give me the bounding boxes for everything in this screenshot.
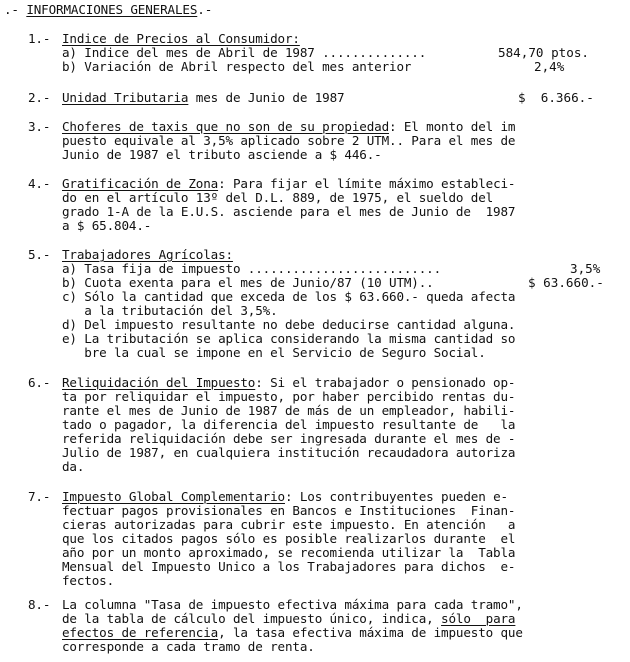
item-4-line-2: do en el artículo 13º del D.L. 889, de 1975, el sueldo del [62,190,494,205]
item-8-line-4: corresponde a cada tramo de renta. [62,639,315,654]
item-4-heading: Gratificación de Zona [62,176,219,191]
item-7-line-3: cieras autorizadas para cubrir este impuesto. En atención a [62,517,516,532]
item-2-heading: Unidad Tributaria [62,90,189,105]
item-8-emphasis-solo-para: sólo para [441,611,516,626]
item-6-line-7: da. [62,459,85,474]
item-7-heading: Impuesto Global Complementario [62,489,285,504]
item-2-rest: mes de Junio de 1987 [188,90,345,105]
item-4-line-1-rest: : Para fijar el límite máximo estableci- [218,176,516,191]
item-1a-value: 584,70 ptos. [498,45,589,60]
item-8-line-2 [62,612,515,626]
item-7-line-6: Mensual del Impuesto Unico a los Trabajadores para dichos e- [62,559,516,574]
item-7-line-7: fectos. [62,573,115,588]
item-5e-line-2: bre la cual se impone en el Servicio de Seguro Social. [62,345,486,360]
item-6-line-2: ta por reliquidar el impuesto, por haber percibido rentas du- [62,389,516,404]
item-3-number: 3.- [28,119,51,134]
header-bullet: .- [4,2,19,17]
item-8-line-1: La columna "Tasa de impuesto efectiva máxima para cada tramo", [62,597,523,612]
item-6-line-1-rest: : Si el trabajador o pensionado op- [255,375,516,390]
item-5b-text: b) Cuota exenta para el mes de Junio/87 (10 UTM).. [62,275,434,290]
item-1-number: 1.- [28,31,51,46]
item-3-line-2: puesto equivale al 3,5% aplicado sobre 2 UTM.. Para el mes de [62,133,516,148]
item-2-line [62,91,344,105]
item-4-line-3: grado 1-A de la E.U.S. asciende para el mes de Junio de 1987 [62,204,516,219]
item-6-line-3: rante el mes de Junio de 1987 de más de un empleador, habili- [62,403,516,418]
item-4-number: 4.- [28,176,51,191]
item-5-heading: Trabajadores Agrícolas: [62,247,233,262]
item-8-line-3b: , la tasa efectiva máxima de impuesto que [218,625,523,640]
item-3-line-1-rest: : El monto del im [389,119,516,134]
item-6-line-4: tado o pagador, la diferencia del impuesto resultante de la [62,417,516,432]
item-3-line-3: Junio de 1987 el tributo asciende a $ 446.- [62,147,382,162]
item-8-emphasis-efectos: efectos de referencia [62,625,219,640]
item-6-number: 6.- [28,375,51,390]
item-5d: d) Del impuesto resultante no debe deducirse cantidad alguna. [62,317,516,332]
item-5-number: 5.- [28,247,51,262]
item-4-line-4: a $ 65.804.- [62,218,152,233]
item-7-line-5: año por un monto aproximado, se recomienda utilizar la Tabla [62,545,516,560]
item-2-value: $ 6.366.- [518,90,594,105]
item-8-line-3 [62,626,523,640]
item-6-line-6: Julio de 1987, en cualquiera institución recaudadora autoriza [62,445,516,460]
item-4-line-1 [62,177,515,191]
item-5b-value: $ 63.660.- [528,275,604,290]
item-3-heading: Choferes de taxis que no son de su propiedad [62,119,390,134]
item-8-line-2a: de la tabla de cálculo del impuesto único, indica, [62,611,442,626]
header-line [4,3,212,17]
item-2-number: 2.- [28,90,51,105]
item-5c-line-1: c) Sólo la cantidad que exceda de los $ 63.660.- queda afecta [62,289,516,304]
item-3-line-1 [62,120,515,134]
item-1b-value: 2,4% [534,59,565,74]
item-1-heading: Indice de Precios al Consumidor: [62,31,300,46]
header-title-suffix: .- [197,2,213,17]
item-1b-text: b) Variación de Abril respecto del mes anterior [62,59,412,74]
item-7-number: 7.- [28,489,51,504]
item-6-heading: Reliquidación del Impuesto [62,375,256,390]
item-5e-line-1: e) La tributación se aplica considerando la misma cantidad so [62,331,516,346]
page-title: INFORMACIONES GENERALES [26,2,198,17]
item-6-line-5: referida reliquidación debe ser ingresada durante el mes de - [62,431,516,446]
item-7-line-4: que los citados pagos sólo es posible realizarlos durante el [62,531,516,546]
item-5a-value: 3,5% [570,261,601,276]
item-5a-text: a) Tasa fija de impuesto .......................... [62,261,442,276]
item-7-line-1 [62,490,508,504]
item-5c-line-2: a la tributación del 3,5%. [62,303,278,318]
item-8-number: 8.- [28,597,51,612]
item-7-line-2: fectuar pagos provisionales en Bancos e Instituciones Finan- [62,503,516,518]
item-7-line-1-rest: : Los contribuyentes pueden e- [284,489,508,504]
item-1a-text: a) Indice del mes de Abril de 1987 .............. [62,45,427,60]
item-6-line-1 [62,376,515,390]
